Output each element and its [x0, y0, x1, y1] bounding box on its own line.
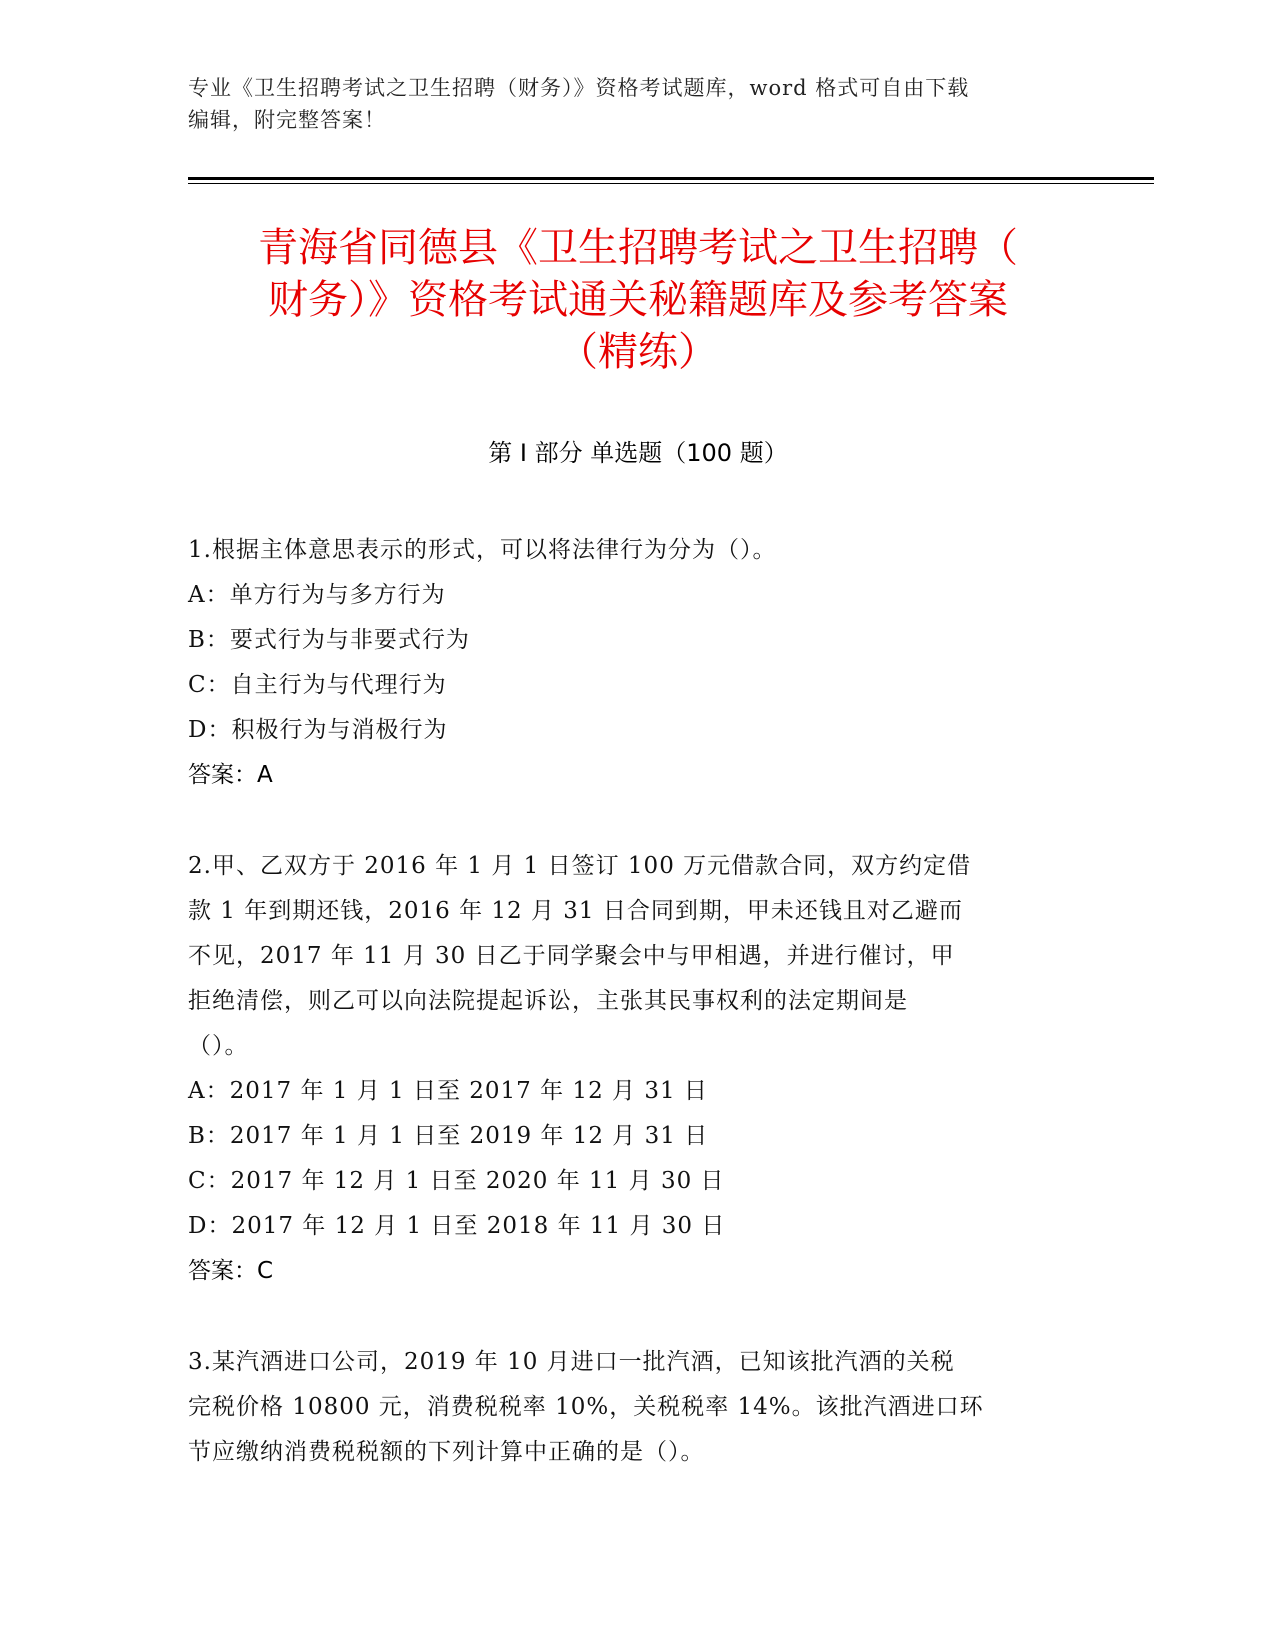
option-c: C：自主行为与代理行为	[188, 672, 447, 698]
question-list	[188, 528, 1088, 1521]
section-title: 第 I 部分 单选题（100 题）	[488, 439, 788, 467]
question-2	[188, 844, 1088, 1294]
option-a: A：单方行为与多方行为	[188, 582, 446, 608]
option-c: C：2017 年 12 月 1 日至 2020 年 11 月 30 日	[188, 1168, 725, 1194]
option-d: D：2017 年 12 月 1 日至 2018 年 11 月 30 日	[188, 1213, 726, 1239]
header-divider-thick	[188, 177, 1154, 180]
question-stem: 2.甲、乙双方于 2016 年 1 月 1 日签订 100 万元借款合同，双方约定借 款 1 年到期还钱，2016 年 12 月 31 日合同到期，甲未还钱且对乙避而 不见，2017 年 11 月 30 日乙于同学聚会中与甲相遇，并进行催讨，甲 拒绝清偿，则乙可以向法院提起诉讼，主张其民事权利的法定期间是 （）。	[188, 853, 972, 1059]
header-note: 专业《卫生招聘考试之卫生招聘（财务）》资格考试题库，word 格式可自由下载 编辑，附完整答案！	[188, 76, 970, 132]
question-3	[188, 1340, 1088, 1475]
document-title-line-3: （精练）	[558, 329, 718, 375]
question-stem: 3.某汽酒进口公司，2019 年 10 月进口一批汽酒，已知该批汽酒的关税 完税价格 10800 元，消费税税率 10%，关税税率 14%。该批汽酒进口环 节应缴纳消费税税额的下列计算中正确的是（）。	[188, 1349, 984, 1465]
answer-line: 答案：A	[188, 762, 273, 788]
option-a: A：2017 年 1 月 1 日至 2017 年 12 月 31 日	[188, 1078, 708, 1104]
option-b: B：2017 年 1 月 1 日至 2019 年 12 月 31 日	[188, 1123, 709, 1149]
option-b: B：要式行为与非要式行为	[188, 627, 470, 653]
header-divider-thin	[188, 183, 1154, 184]
document-title	[188, 222, 1088, 378]
question-1	[188, 528, 1088, 798]
question-stem: 1.根据主体意思表示的形式，可以将法律行为分为（）。	[188, 537, 777, 563]
answer-line: 答案：C	[188, 1258, 274, 1284]
document-title-line-2: 财务）》资格考试通关秘籍题库及参考答案	[268, 277, 1008, 323]
option-d: D：积极行为与消极行为	[188, 717, 448, 743]
document-title-line-1: 青海省同德县《卫生招聘考试之卫生招聘（	[258, 225, 1018, 271]
